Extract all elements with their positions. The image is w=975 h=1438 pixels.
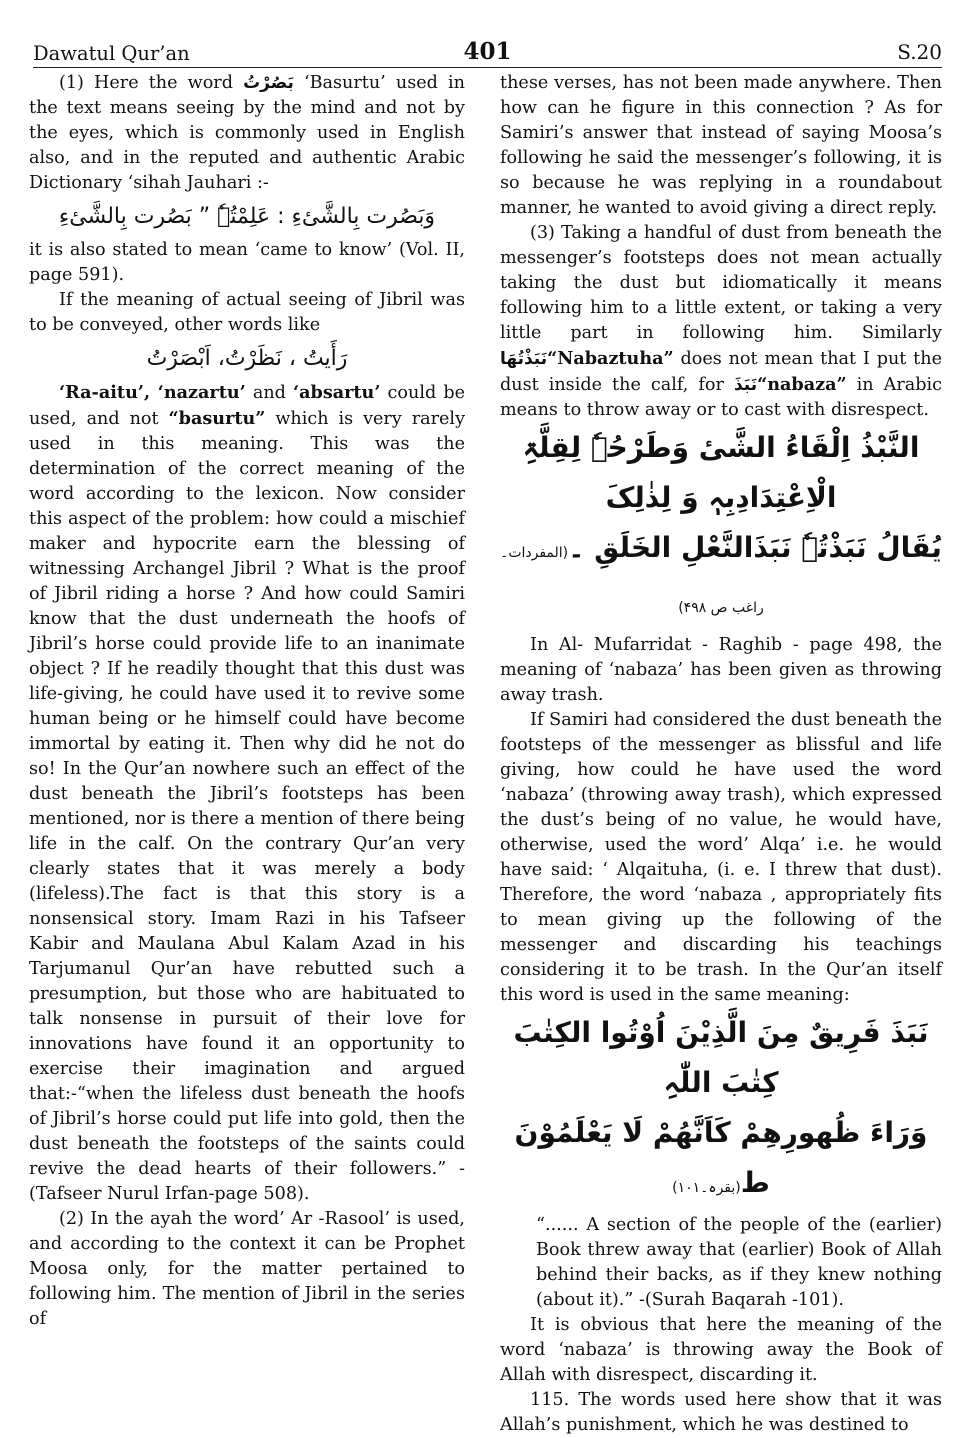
text: (1) Here the word xyxy=(59,73,244,93)
paragraph xyxy=(29,380,465,1207)
term: “nabaza” xyxy=(757,374,847,395)
arabic-reference: (بقرہ۔۱۰۱) xyxy=(672,1180,741,1196)
paragraph: it is also stated to mean ‘came to know’ (Vol. II, page 591). xyxy=(29,240,465,285)
paragraph xyxy=(29,71,465,196)
arabic-text: وَرَاءَ ظُھورِھِمْ کَاَنَّھُمْ لَا یَعْلَمُوْنَ ط xyxy=(514,1116,928,1199)
paragraph: In Al- Mufarridat - Raghib - page 498, the meaning of ‘nabaza’ has been given as throwing away trash. xyxy=(500,635,942,705)
translation-quote: “...... A section of the people of the (earlier) Book threw away that (earlier) Book of Allah behind their backs, as if they knew nothing (about it).” -(Surah Baqarah -101). xyxy=(536,1215,942,1310)
term: “Nabaztuha” xyxy=(547,348,674,369)
arabic-quote-line: النَّبْذُ اِلْقَاءُ الشَّیٔ وَطَرْحُہٗ لِقِلَّۃِ الْاِعْتِدَادِبِہٖ وَ لِذٰلِکَ xyxy=(522,431,920,514)
right-column xyxy=(500,71,942,1438)
term: ‘absartu’ xyxy=(293,382,381,403)
quran-verse-line xyxy=(500,1108,942,1213)
text: could be used, and not xyxy=(29,383,465,429)
arabic-text: یُقَالُ نَبَذْتُہٗ نَبَذَالنَّعْلِ الخَلَقِ ۔ xyxy=(568,531,942,564)
paragraph: If Samiri had considered the dust beneath the footsteps of the messenger as blissful and life giving, how could he have used the word ‘nabaza’ (throwing away trash), which expressed the dust’s being of no value, he would have, otherwise, used the word’ Alqa’ i.e. he would have said: ‘ Alqaituha, (i. e. I threw that dust). Therefore, the word ‘nabaza , appropriately fits to mean giving up the following of the messenger and discarding his teachings considering it to be trash. In the Qur’an itself this word is used in the same meaning: xyxy=(500,710,942,1005)
paragraph xyxy=(500,221,942,423)
header-rule xyxy=(33,67,942,68)
text: ‘Basurtu’ used in the text means seeing by the mind and not by the eyes, which is commonly used in English also, and in the reputed and authentic Arabic Dictionary ‘sihah Jauhari :- xyxy=(29,73,465,193)
paragraph: (2) In the ayah the word’ Ar -Rasool’ is used, and according to the context it can be Prophet Moosa only, for the matter pertained to following him. The mention of Jibril in the series of xyxy=(29,1209,465,1329)
arabic-line: وَبَصُرت بِالشَّیٔءِ : عَلِمْتُہٗ ” بَصُرت بِالشَّیٔءِ xyxy=(58,204,436,229)
text: (3) Taking a handful of dust from beneath the messenger’s footsteps does not mean actually taking the dust but idiomatically it means following him to a little extent, or taking a very little part in following him. Similarly xyxy=(500,223,942,343)
paragraph: It is obvious that here the meaning of the word ‘nabaza’ is throwing away the Book of Allah with disrespect, discarding it. xyxy=(500,1315,942,1385)
arabic-word: نَبَذَ xyxy=(733,375,758,395)
arabic-reference: (المفردات۔راغب ص ۴۹۸) xyxy=(500,545,764,616)
paragraph: 115. The words used here show that it was Allah’s punishment, which he was destined to xyxy=(500,1390,942,1435)
surah-label: S.20 xyxy=(897,40,942,64)
text: which is very rarely used in this meaning. This was the determination of the correct meaning of the word according to the lexicon. Now consider this aspect of the problem: how could a mischief maker and hypocrite earn the blessing of witnessing Archangel Jibril ? What is the proof of Jibril riding a horse ? And how could Samiri know that the dust underneath the hoofs of Jibril’s horse could provide life to an inanimate object ? If he readily thought that this dust was life-giving, he could have used it to revive some human being or he himself could have become immortal by eating it. Then why did he not do so! In the Qur’an nowhere such an effect of the dust beneath the Jibril’s footsteps has been mentioned, nor is there a mention of there being life in the calf. On the contrary Qur’an very clearly states that it was merely a body (lifeless).The fact is that this story is a nonsensical story. Imam Razi in his Tafseer Kabir and Maulana Abul Kalam Azad in his Tarjumanul Qur’an have rebutted such a presumption, but those who are habituated to talk nonsense in pursuit of their love for innovations have found it an opportunity to exercise their imagination and argued that:-“when the lifeless dust beneath the hoofs of Jibril’s horse could put life into gold, then the dust beneath the footsteps of the saints could revive the dead hearts of their followers.” -(Tafseer Nurul Irfan-page 508). xyxy=(29,409,466,1204)
paragraph: these verses, has not been made anywhere. Then how can he figure in this connection ? As for Samiri’s answer that instead of saying Moosa’s following he said the messenger’s following, it is so because he was replying in a roundabout manner, he wanted to avoid giving a direct reply. xyxy=(500,73,942,218)
book-title: Dawatul Qur’an xyxy=(33,42,190,65)
left-column xyxy=(29,71,465,1332)
text: and xyxy=(245,383,294,403)
text: does not mean that I put the dust inside the calf, for xyxy=(500,349,942,395)
arabic-line: رَأَیتُ ، نَظَرْتُ، اَبْصَرْتُ xyxy=(146,346,348,371)
page-number: 401 xyxy=(463,38,512,65)
arabic-word: بَصُرْتُ xyxy=(243,73,294,93)
text: in Arabic means to throw away or to cast with disrespect. xyxy=(500,375,943,420)
quran-verse-line: نَبَذَ فَرِیقٌ مِنَ الَّذِیْنَ اُوْتُوا الکِتٰبَ کِتٰبَ اللّٰہِ xyxy=(513,1016,929,1099)
arabic-word: نَبَذْتُهَا xyxy=(500,349,548,369)
paragraph: If the meaning of actual seeing of Jibril was to be conveyed, other words like xyxy=(29,290,465,335)
arabic-quote-line xyxy=(500,523,942,633)
term: “basurtu” xyxy=(168,408,266,429)
page-header xyxy=(33,38,942,66)
term: ‘Ra-aitu’, ‘nazartu’ xyxy=(59,382,246,403)
